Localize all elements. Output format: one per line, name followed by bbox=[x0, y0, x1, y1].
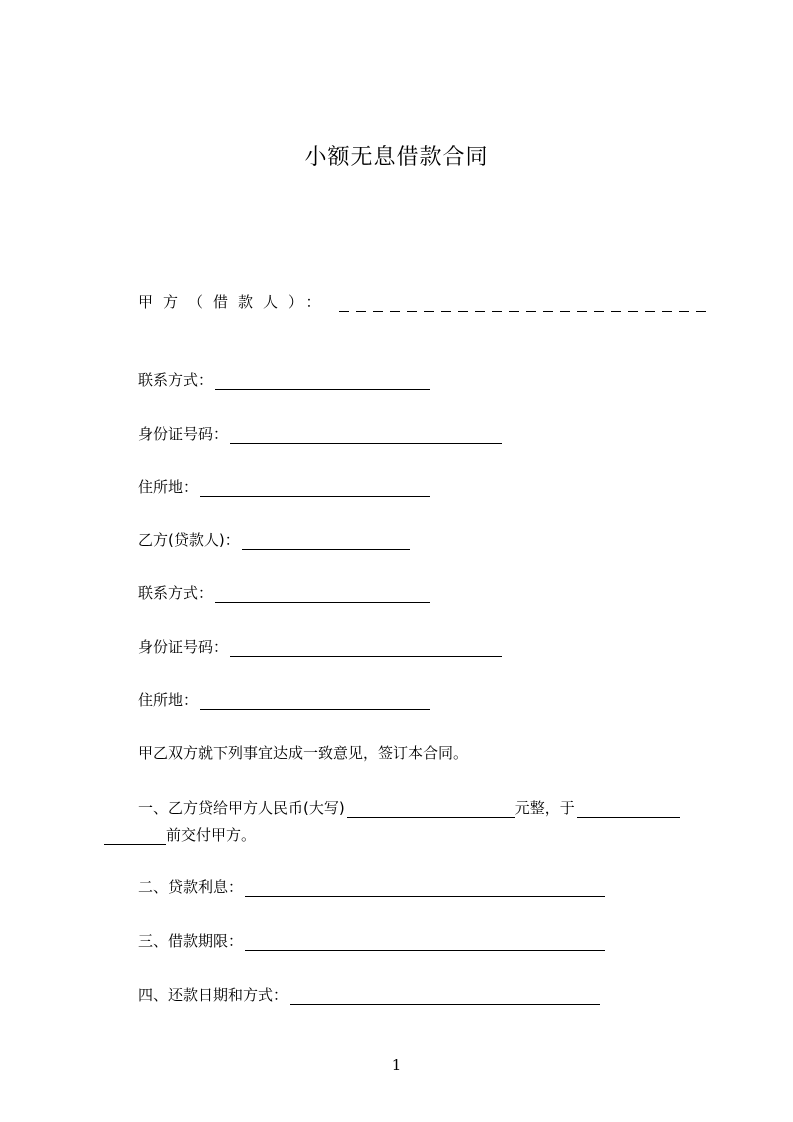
clause-1-middle: 元整，于 bbox=[514, 799, 575, 817]
party-b-name-field[interactable] bbox=[242, 533, 410, 550]
party-a-address-row bbox=[138, 477, 430, 497]
clause-3-label: 三、借款期限： bbox=[138, 932, 244, 950]
party-a-address-field[interactable] bbox=[200, 480, 430, 497]
party-a-contact-field[interactable] bbox=[215, 373, 430, 390]
party-b-label: 乙方(贷款人)： bbox=[138, 531, 240, 549]
clause-4-row bbox=[138, 985, 600, 1005]
party-b-address-row bbox=[138, 690, 430, 710]
party-b-row bbox=[138, 530, 410, 550]
party-a-contact-label: 联系方式： bbox=[138, 371, 214, 389]
party-b-contact-field[interactable] bbox=[215, 586, 430, 603]
repayment-field[interactable] bbox=[290, 988, 600, 1005]
party-b-contact-label: 联系方式： bbox=[138, 584, 214, 602]
party-a-id-row bbox=[138, 424, 502, 444]
page-number: 1 bbox=[391, 1056, 402, 1074]
clause-4-label: 四、还款日期和方式： bbox=[138, 986, 289, 1004]
clause-2-label: 二、贷款利息： bbox=[138, 878, 244, 896]
party-b-address-label: 住所地： bbox=[138, 691, 199, 709]
party-a-label: 甲方（借款人）： bbox=[138, 293, 331, 311]
party-b-address-field[interactable] bbox=[200, 693, 430, 710]
party-b-contact-row bbox=[138, 583, 430, 603]
delivery-date-field[interactable] bbox=[577, 801, 680, 818]
document-title: 小额无息借款合同 bbox=[304, 145, 489, 170]
party-b-id-field[interactable] bbox=[230, 640, 502, 657]
intro-paragraph: 甲乙双方就下列事宜达成一致意见，签订本合同。 bbox=[138, 744, 469, 762]
loan-amount-field[interactable] bbox=[347, 801, 515, 818]
clause-1-continuation bbox=[104, 825, 256, 845]
party-a-address-label: 住所地： bbox=[138, 478, 199, 496]
party-a-name-field[interactable] bbox=[339, 298, 707, 312]
party-b-id-row bbox=[138, 637, 502, 657]
party-a-row bbox=[138, 292, 707, 312]
party-a-id-field[interactable] bbox=[230, 427, 502, 444]
loan-term-field[interactable] bbox=[245, 934, 605, 951]
clause-1-prefix: 一、乙方贷给甲方人民币(大写) bbox=[138, 799, 345, 817]
clause-1-row bbox=[138, 798, 680, 818]
clause-1-suffix: 前交付甲方。 bbox=[166, 826, 257, 844]
party-a-id-label: 身份证号码： bbox=[138, 425, 229, 443]
party-a-contact-row bbox=[138, 370, 430, 390]
loan-interest-field[interactable] bbox=[245, 880, 605, 897]
clause-2-row bbox=[138, 877, 605, 897]
clause-3-row bbox=[138, 931, 605, 951]
delivery-date-field-continued[interactable] bbox=[104, 828, 166, 845]
party-b-id-label: 身份证号码： bbox=[138, 638, 229, 656]
